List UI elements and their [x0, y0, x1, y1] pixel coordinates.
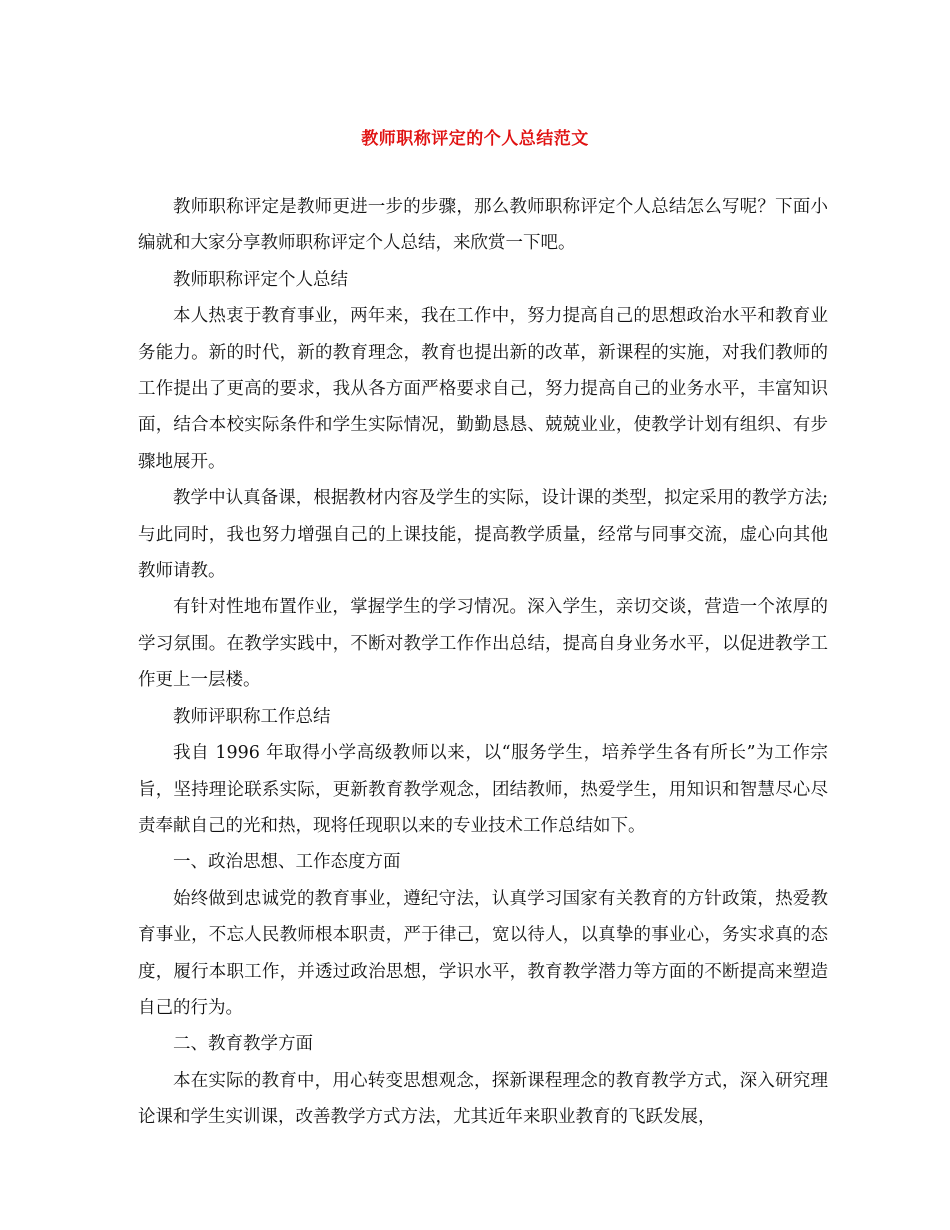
section-heading: 教师评职称工作总结	[173, 706, 331, 727]
paragraph: 始终做到忠诚党的教育事业，遵纪守法，认真学习国家有关教育的方针政策，热爱教育事业，不忘人民教师根本职责，严于律己，宽以待人，以真挚的事业心，务实求真的态度，履行本职工作，并透过政治思想，学识水平，教育教学潜力等方面的不断提高来塑造自己的行为。	[138, 888, 828, 1018]
document-title: 教师职称评定的个人总结范文	[361, 129, 589, 149]
paragraph: 本在实际的教育中，用心转变思想观念，探新课程理念的教育教学方式，深入研究理论课和学生实训课，改善教学方式方法，尤其近年来职业教育的飞跃发展，	[138, 1070, 828, 1128]
section-heading: 一、政治思想、工作态度方面	[173, 852, 401, 873]
document-body	[138, 189, 828, 1136]
section-heading: 教师职称评定个人总结	[173, 269, 348, 290]
paragraph-intro: 教师职称评定是教师更进一步的步骤，那么教师职称评定个人总结怎么写呢？下面小编就和大家分享教师职称评定个人总结，来欣赏一下吧。	[138, 197, 828, 254]
paragraph: 教学中认真备课，根据教材内容及学生的实际，设计课的类型，拟定采用的教学方法;与此同时，我也努力增强自己的上课技能，提高教学质量，经常与同事交流，虚心向其他教师请教。	[138, 488, 828, 582]
section-heading: 二、教育教学方面	[173, 1034, 313, 1055]
paragraph: 有针对性地布置作业，掌握学生的学习情况。深入学生，亲切交谈，营造一个浓厚的学习氛围。在教学实践中，不断对教学工作作出总结，提高自身业务水平，以促进教学工作更上一层楼。	[138, 597, 828, 691]
paragraph: 我自 1996 年取得小学高级教师以来，以“服务学生，培养学生各有所长”为工作宗旨，坚持理论联系实际，更新教育教学观念，团结教师，热爱学生，用知识和智慧尽心尽责奉献自己的光和热，现将任现职以来的专业技术工作总结如下。	[138, 743, 828, 836]
paragraph: 本人热衷于教育事业，两年来，我在工作中，努力提高自己的思想政治水平和教育业务能力。新的时代，新的教育理念，教育也提出新的改革，新课程的实施，对我们教师的工作提出了更高的要求，我从各方面严格要求自己，努力提高自己的业务水平，丰富知识面，结合本校实际条件和学生实际情况，勤勤恳恳、兢兢业业，使教学计划有组织、有步骤地展开。	[138, 306, 828, 472]
